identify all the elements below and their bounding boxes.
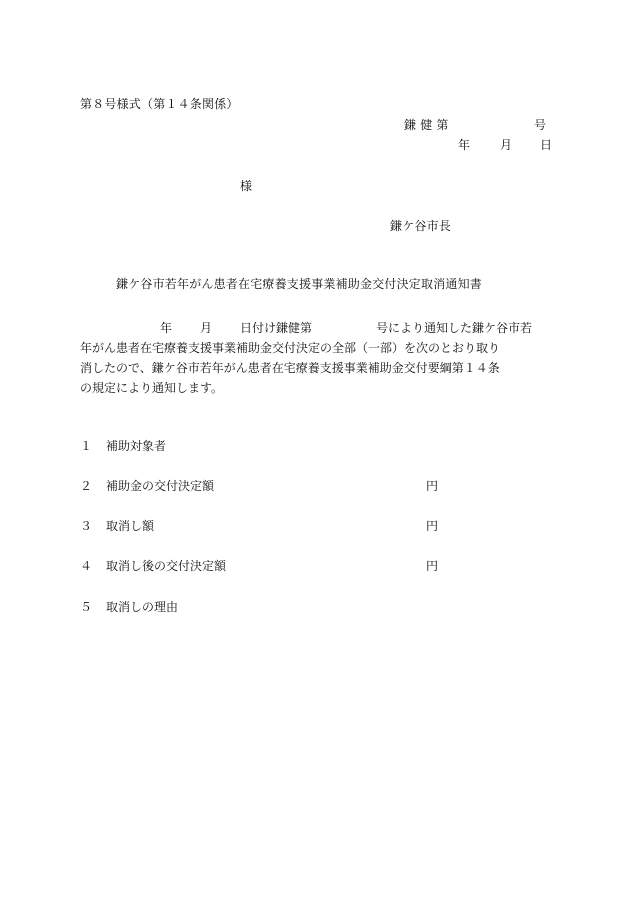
body-year: 年 <box>160 321 173 335</box>
body-line-2-text: 年がん患者在宅療養支援事業補助金交付決定の全部（一部）を次のとおり取り <box>80 341 501 355</box>
date-day: 日 <box>540 138 553 152</box>
document-title: 鎌ケ谷市若年がん患者在宅療養支援事業補助金交付決定取消通知書 <box>116 277 483 291</box>
item-number: ３ <box>80 519 93 533</box>
body-line-3-text: 消したので、鎌ケ谷市若年がん患者在宅療養支援事業補助金交付要綱第１４条 <box>80 361 500 375</box>
body-paragraph <box>80 318 555 398</box>
item-number: ２ <box>80 479 93 493</box>
reference-prefix: 鎌 健 第 <box>404 118 449 132</box>
item-label: 取消し後の交付決定額 <box>106 559 227 573</box>
item-unit: 円 <box>426 559 439 573</box>
reference-suffix: 号 <box>534 118 547 132</box>
recipient-suffix: 様 <box>240 179 253 193</box>
issuer: 鎌ケ谷市長 <box>390 219 452 233</box>
body-date-ref: 日付け鎌健第 <box>240 321 313 335</box>
form-number: 第８号様式（第１４条関係） <box>80 97 239 111</box>
body-line-4 <box>80 378 555 398</box>
body-line-1 <box>80 318 555 338</box>
body-line-1-end: 号により通知した鎌ケ谷市若 <box>376 321 533 335</box>
item-label: 取消し額 <box>106 519 155 533</box>
date-month: 月 <box>500 138 513 152</box>
item-number: ５ <box>80 600 93 614</box>
item-label: 補助金の交付決定額 <box>106 479 215 493</box>
item-label: 補助対象者 <box>106 439 167 453</box>
item-unit: 円 <box>426 519 439 533</box>
item-label: 取消しの理由 <box>106 600 179 614</box>
body-line-3 <box>80 358 555 378</box>
body-line-4-text: の規定により通知します。 <box>80 381 224 395</box>
item-number: ４ <box>80 559 93 573</box>
body-month: 月 <box>200 321 213 335</box>
body-line-2 <box>80 338 555 358</box>
date-year: 年 <box>458 138 471 152</box>
item-unit: 円 <box>426 479 439 493</box>
item-number: １ <box>80 439 93 453</box>
